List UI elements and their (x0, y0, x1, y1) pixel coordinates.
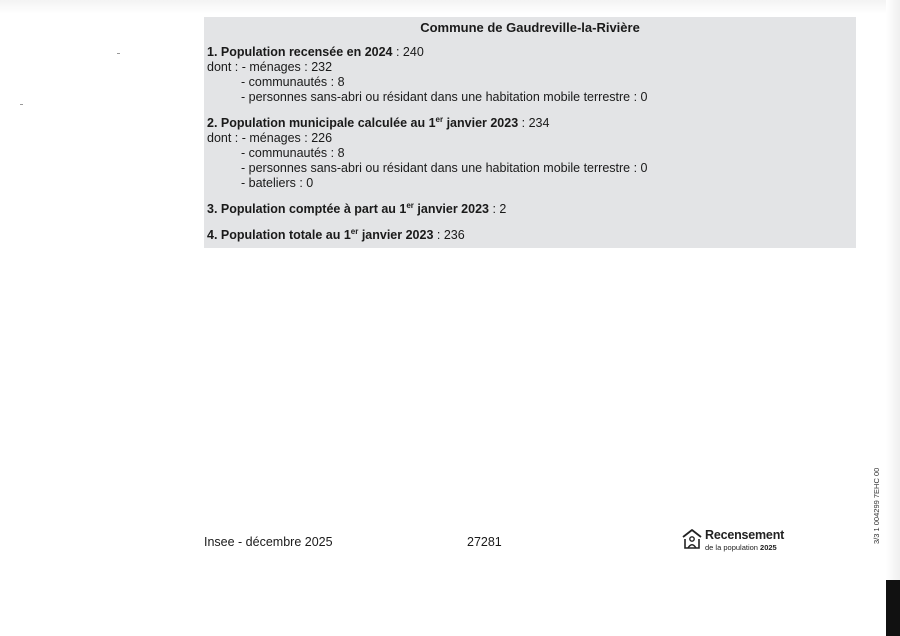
section-4-value: : 236 (433, 228, 465, 242)
section-3-value: : 2 (488, 202, 507, 216)
scan-speck (117, 53, 120, 54)
section-1-communautes: - communautés : 8 (241, 75, 345, 89)
population-content (207, 45, 847, 254)
section-2-communautes: - communautés : 8 (241, 146, 345, 160)
side-document-code: 3/3 1 004299 7EHC 00 (872, 467, 881, 544)
section-2-bateliers: - bateliers : 0 (241, 176, 314, 190)
section-1-menages: dont : - ménages : 232 (207, 60, 333, 74)
section-population-comptee-a-part (207, 202, 847, 217)
footer-commune-code: 27281 (467, 535, 502, 549)
section-2-value: : 234 (518, 116, 550, 130)
section-1-sans-abri: - personnes sans-abri ou résidant dans une habitation mobile terrestre : 0 (241, 90, 648, 104)
section-4-label: 4. Population totale au 1er janvier 2023 (207, 226, 434, 242)
scan-edge-right (886, 0, 900, 636)
footer-source: Insee - décembre 2025 (204, 535, 333, 549)
section-3-label: 3. Population comptée à part au 1er janvier 2023 (207, 200, 489, 216)
house-person-icon (681, 527, 703, 551)
section-2-menages: dont : - ménages : 226 (207, 131, 333, 145)
section-population-totale (207, 228, 847, 243)
section-2-sans-abri: - personnes sans-abri ou résidant dans une habitation mobile terrestre : 0 (241, 161, 648, 175)
logo-title: Recensement (705, 528, 785, 542)
recensement-logo (681, 527, 801, 555)
scan-speck (20, 104, 23, 105)
population-box (204, 17, 856, 248)
section-population-recensee (207, 45, 847, 105)
section-1-value: : 240 (392, 45, 424, 59)
commune-title: Commune de Gaudreville-la-Rivière (420, 20, 640, 35)
logo-subtitle: de la population 2025 (705, 543, 777, 552)
scan-edge-top (0, 0, 900, 14)
scan-black-bar (886, 580, 900, 636)
section-population-municipale (207, 116, 847, 191)
section-2-label: 2. Population municipale calculée au 1er janvier 2023 (207, 114, 519, 130)
section-1-label: 1. Population recensée en 2024 (207, 45, 393, 59)
